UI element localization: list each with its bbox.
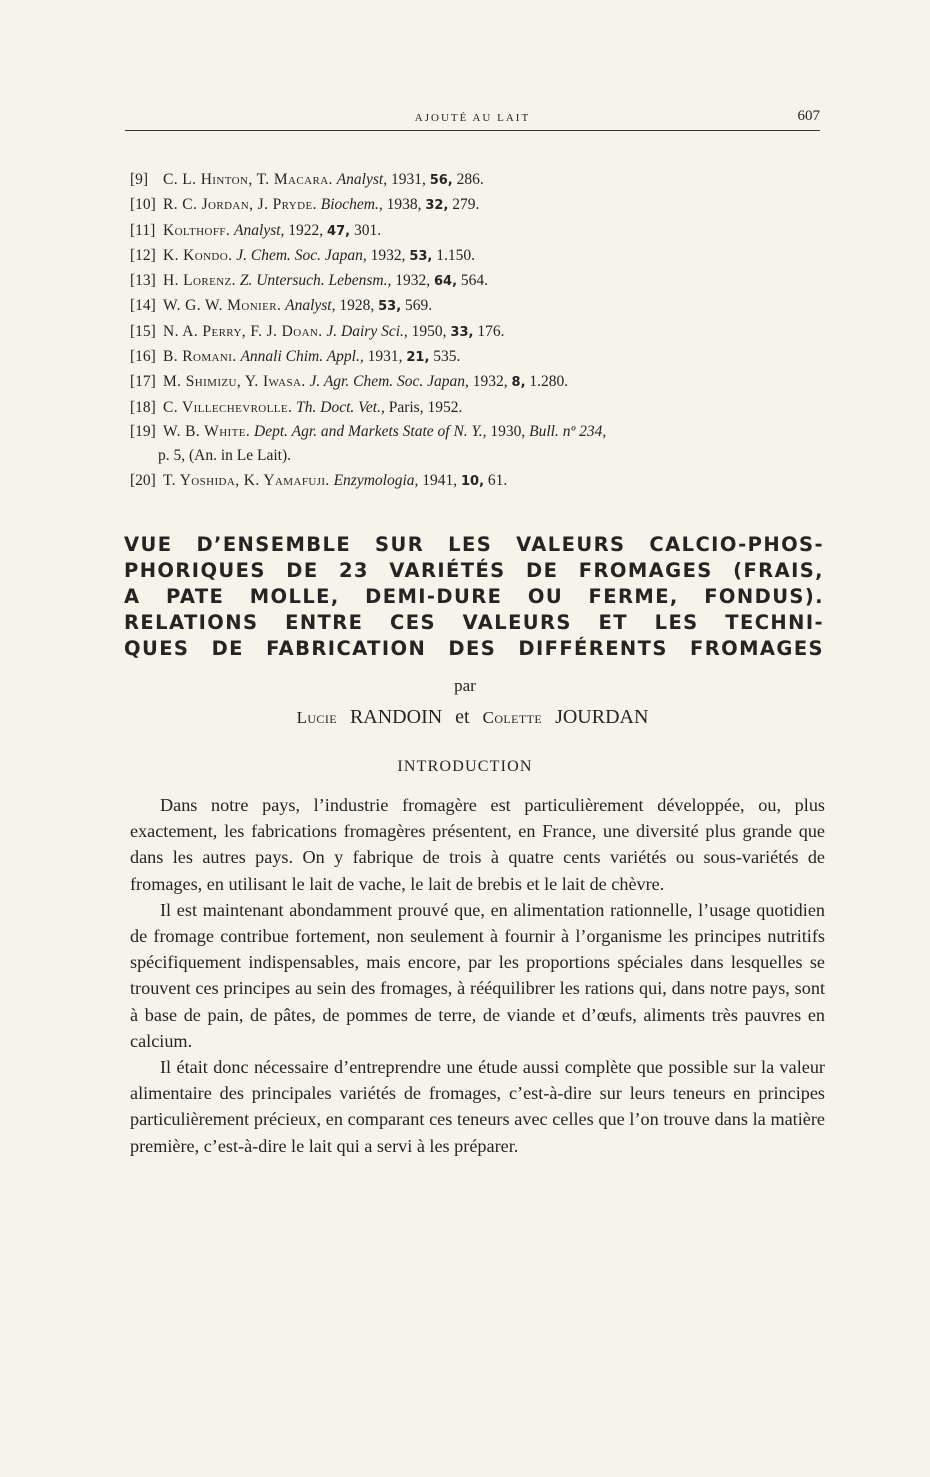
byline-par: par <box>454 676 476 695</box>
reference-volume: 47, <box>327 223 351 239</box>
reference-year: 1932, <box>370 246 406 264</box>
reference-number: [9] <box>130 171 149 188</box>
page-number: 607 <box>797 108 820 124</box>
body-paragraph: Il était donc nécessaire d’entreprendre une étude aussi complète que possible sur la valeur alimentaire des principales variétés de fromages, c’est-à-dire sur leurs teneurs en principes particulièrement précieux, en comparant ces teneurs avec celles que l’on trouve dans la matière première, c’est-à-dire le lait qui a servi à les préparer. <box>130 1057 825 1156</box>
reference-year: 1931, <box>390 171 426 188</box>
body-paragraph: Dans notre pays, l’industrie fromagère est particulièrement développée, ou, plus exactement, les fabrications fromagères présentent, en France, une diversité plus grande que dans les autres pays. On y fabrique de trois à quatre cents variétés ou sous-variétés de fromages, en utilisant le lait de vache, le lait de brebis et le lait de chèvre. <box>130 795 825 894</box>
body-paragraph: Il est maintenant abondamment prouvé que, en alimentation rationnelle, l’usage quotidien de fromage contribue fortement, non seulement à fournir à l’organisme les principes nutritifs spécifiquement indispensables, mais encore, par les proportions spéciales dans lesquelles se trouvent ces principes au sein des fromages, à rééquilibrer les rations qui, dans notre pays, sont à base de pain, de pâtes, de pommes de terre, de viande et d’œufs, aliments très pauvres en calcium. <box>130 899 825 1051</box>
reference-authors: N. A. Perry, F. J. Doan. <box>163 322 323 340</box>
reference-year: 1941, <box>422 471 458 489</box>
reference-pages: 279. <box>452 196 480 214</box>
reference-item <box>130 219 830 244</box>
author-first-name: Colette <box>482 708 543 727</box>
reference-pages: 569. <box>405 297 433 315</box>
reference-volume: 56, <box>429 173 453 188</box>
reference-item <box>130 193 830 218</box>
reference-authors: C. L. Hinton, T. Macara. <box>163 171 333 188</box>
reference-journal: J. Dairy Sci., <box>326 322 408 340</box>
reference-authors: W. B. White. <box>163 422 251 440</box>
reference-volume: 64, <box>434 274 458 290</box>
reference-number: [14] <box>130 297 156 315</box>
reference-number: [12] <box>130 246 156 264</box>
reference-pages: 535. <box>433 348 461 366</box>
author-first-name: Lucie <box>296 708 337 727</box>
reference-journal: Dept. Agr. and Markets State of N. Y., <box>254 422 487 440</box>
reference-item <box>130 269 830 294</box>
reference-continuation: p. 5, (An. in Le Lait). <box>158 447 292 465</box>
reference-journal: Analyst, <box>285 297 336 315</box>
reference-volume: 21, <box>406 350 430 366</box>
reference-pages: Bull. nº 234, <box>529 422 607 440</box>
reference-year: 1950, <box>411 322 447 340</box>
author-conjunction: et <box>455 706 470 728</box>
reference-year: 1932, <box>395 272 431 290</box>
reference-number: [11] <box>130 221 156 239</box>
running-header <box>125 108 820 131</box>
reference-authors: K. Kondo. <box>163 246 233 264</box>
reference-item <box>130 320 830 345</box>
reference-number: [15] <box>130 322 156 340</box>
reference-number: [20] <box>130 471 156 489</box>
reference-journal: J. Agr. Chem. Soc. Japan, <box>309 373 469 391</box>
reference-journal: Analyst, <box>336 171 388 188</box>
reference-authors: Kolthoff. <box>163 221 231 239</box>
reference-pages: 1.280. <box>529 373 569 391</box>
reference-authors: T. Yoshida, K. Yamafuji. <box>163 471 330 489</box>
title-line: RELATIONS ENTRE CES VALEURS ET LES TECHNI- <box>124 611 824 634</box>
article-title <box>124 532 824 662</box>
reference-volume: 8, <box>511 375 526 391</box>
reference-pages: 61. <box>487 471 508 489</box>
reference-volume: 33, <box>450 324 474 340</box>
reference-number: [19] <box>130 422 156 440</box>
reference-item <box>130 168 830 193</box>
reference-year: 1938, <box>386 196 422 214</box>
reference-authors: H. Lorenz. <box>163 272 236 290</box>
reference-journal: J. Chem. Soc. Japan, <box>236 246 367 264</box>
reference-pages: 286. <box>456 171 484 188</box>
reference-number: [16] <box>130 348 156 366</box>
reference-pages: 176. <box>477 322 505 340</box>
reference-number: [10] <box>130 196 156 214</box>
reference-volume: 32, <box>425 198 449 214</box>
reference-pages: 564. <box>460 272 489 290</box>
title-line: PHORIQUES DE 23 VARIÉTÉS DE FROMAGES (FRAIS, <box>124 559 824 582</box>
title-line: VUE D’ENSEMBLE SUR LES VALEURS CALCIO-PHOS- <box>124 533 824 556</box>
reference-number: [17] <box>130 373 156 391</box>
reference-year: 1928, <box>339 297 375 315</box>
article-body <box>130 792 825 1159</box>
author-last-name: RANDOIN <box>349 706 443 728</box>
reference-journal: Biochem., <box>320 196 383 214</box>
reference-journal: Z. Untersuch. Lebensm., <box>239 272 392 290</box>
reference-item <box>130 294 830 319</box>
reference-pages: 301. <box>353 221 382 239</box>
section-heading: INTRODUCTION <box>397 758 533 775</box>
title-line: A PATE MOLLE, DEMI-DURE OU FERME, FONDUS). <box>124 585 824 608</box>
reference-number: [13] <box>130 272 156 290</box>
reference-year: 1922, <box>288 221 324 239</box>
reference-volume: 10, <box>461 473 485 489</box>
reference-journal: Annali Chim. Appl., <box>240 348 364 366</box>
reference-year: 1932, <box>472 373 508 391</box>
reference-authors: C. Villechevrolle. <box>163 398 293 416</box>
reference-journal: Th. Doct. Vet., <box>296 398 385 416</box>
running-title: AJOUTÉ AU LAIT <box>414 112 531 124</box>
reference-authors: M. Shimizu, Y. Iwasa. <box>163 373 306 391</box>
reference-item <box>130 345 830 370</box>
reference-journal: Analyst, <box>234 221 285 239</box>
reference-volume: 53, <box>378 299 402 315</box>
reference-number: [18] <box>130 398 156 416</box>
reference-pages: 1.150. <box>436 246 475 264</box>
reference-journal: Enzymologia, <box>333 471 419 489</box>
author-last-name: JOURDAN <box>555 706 649 728</box>
reference-authors: B. Romani. <box>163 348 237 366</box>
reference-item <box>130 469 830 494</box>
title-line: QUES DE FABRICATION DES DIFFÉRENTS FROMAGES <box>124 637 824 660</box>
reference-item <box>130 370 830 395</box>
reference-item <box>130 420 830 469</box>
reference-item <box>130 244 830 269</box>
reference-year: 1931, <box>367 348 403 366</box>
reference-year: Paris, 1952. <box>388 398 463 416</box>
author-line <box>0 706 930 729</box>
reference-item <box>130 396 830 420</box>
reference-volume: 53, <box>409 248 433 264</box>
reference-authors: W. G. W. Monier. <box>163 297 282 315</box>
reference-list <box>130 168 830 494</box>
reference-year: 1930, <box>490 422 526 440</box>
reference-authors: R. C. Jordan, J. Pryde. <box>163 196 317 214</box>
